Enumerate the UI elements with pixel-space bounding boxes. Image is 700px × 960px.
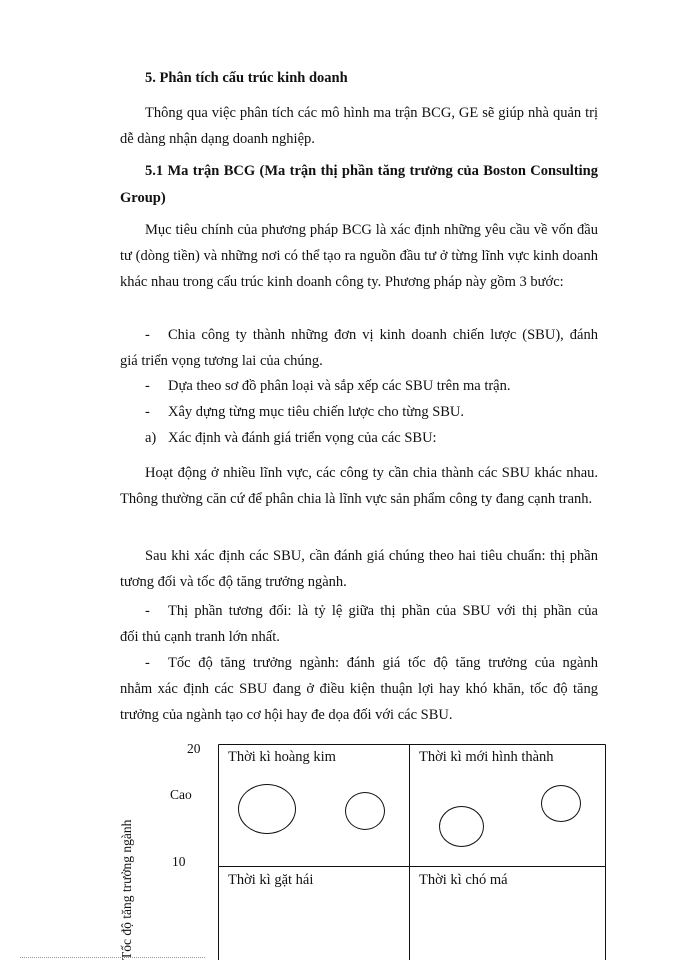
y-tick-20: 20 bbox=[187, 741, 201, 756]
subsection-heading: 5.1 Ma trận BCG (Ma trận thị phần tăng trưởng của Boston Consulting Group) bbox=[120, 163, 598, 206]
bcg-paragraph: Mục tiêu chính của phương pháp BCG là xác định những yêu cầu về vốn đầu tư (dòng tiền) và những nơi có thể tạo ra nguồn đầu tư ở từng lĩnh vực kinh doanh khác nhau trong cấu trúc kinh doanh công ty. Phương pháp này gồm 3 bước: bbox=[120, 222, 598, 290]
step-3-marker: - bbox=[145, 404, 150, 420]
quadrant-top-left-label: Thời kì hoàng kim bbox=[228, 749, 336, 765]
section-heading: 5. Phân tích cấu trúc kinh doanh bbox=[145, 70, 348, 86]
sub-a-text: Xác định và đánh giá triển vọng của các SBU: bbox=[168, 430, 437, 446]
criteria-2-text: Tốc độ tăng trưởng ngành: đánh giá tốc độ tăng trưởng của ngành bbox=[168, 655, 598, 671]
criteria-2-continuation: nhằm xác định các SBU đang ở điều kiện thuận lợi hay khó khăn, tốc độ tăng bbox=[120, 681, 598, 697]
y-tick-high-label: Cao bbox=[170, 787, 192, 802]
page-divider bbox=[20, 957, 205, 958]
quadrant-bottom-right-label: Thời kì chó má bbox=[419, 872, 508, 888]
quadrant-top-right-label: Thời kì mới hình thành bbox=[419, 749, 554, 765]
criteria-1-marker: - bbox=[145, 603, 150, 619]
y-tick-10: 10 bbox=[172, 854, 186, 869]
step-2-text: Dựa theo sơ đồ phân loại và sắp xếp các SBU trên ma trận. bbox=[168, 378, 511, 394]
criteria-1-text: Thị phần tương đối: là tỷ lệ giữa thị phần của SBU với thị phần của bbox=[168, 603, 598, 619]
y-axis-title: Tốc độ tăng trưởng ngành bbox=[119, 819, 134, 960]
step-2-marker: - bbox=[145, 378, 150, 394]
quadrant-bottom-left-label: Thời kì gặt hái bbox=[228, 872, 314, 888]
sub-a-marker: a) bbox=[145, 430, 157, 446]
sbu-circle bbox=[345, 792, 385, 830]
criteria-2-continuation-2: trưởng của ngành tạo cơ hội hay đe dọa đối với các SBU. bbox=[120, 707, 453, 723]
criteria-2-marker: - bbox=[145, 655, 150, 671]
intro-paragraph: Thông qua việc phân tích các mô hình ma trận BCG, GE sẽ giúp nhà quản trị dễ dàng nhận dạng doanh nghiệp. bbox=[120, 105, 598, 147]
step-1-marker: - bbox=[145, 327, 150, 343]
criteria-1-continuation: đối thủ cạnh tranh lớn nhất. bbox=[120, 629, 280, 645]
sbu-circle bbox=[439, 806, 484, 847]
sbu-circle bbox=[238, 784, 296, 834]
sbu-paragraph: Hoạt động ở nhiều lĩnh vực, các công ty cần chia thành các SBU khác nhau. Thông thường căn cứ để phân chia là lĩnh vực sản phẩm công ty đang cạnh tranh. bbox=[120, 465, 598, 507]
step-1-text: Chia công ty thành những đơn vị kinh doanh chiến lược (SBU), đánh bbox=[168, 327, 598, 343]
step-3-text: Xây dựng từng mục tiêu chiến lược cho từng SBU. bbox=[168, 404, 465, 420]
sbu-circle bbox=[541, 785, 581, 822]
step-1-continuation: giá triển vọng tương lai của chúng. bbox=[120, 353, 323, 369]
criteria-paragraph: Sau khi xác định các SBU, cần đánh giá chúng theo hai tiêu chuẩn: thị phần tương đối và tốc độ tăng trưởng ngành. bbox=[120, 548, 598, 590]
